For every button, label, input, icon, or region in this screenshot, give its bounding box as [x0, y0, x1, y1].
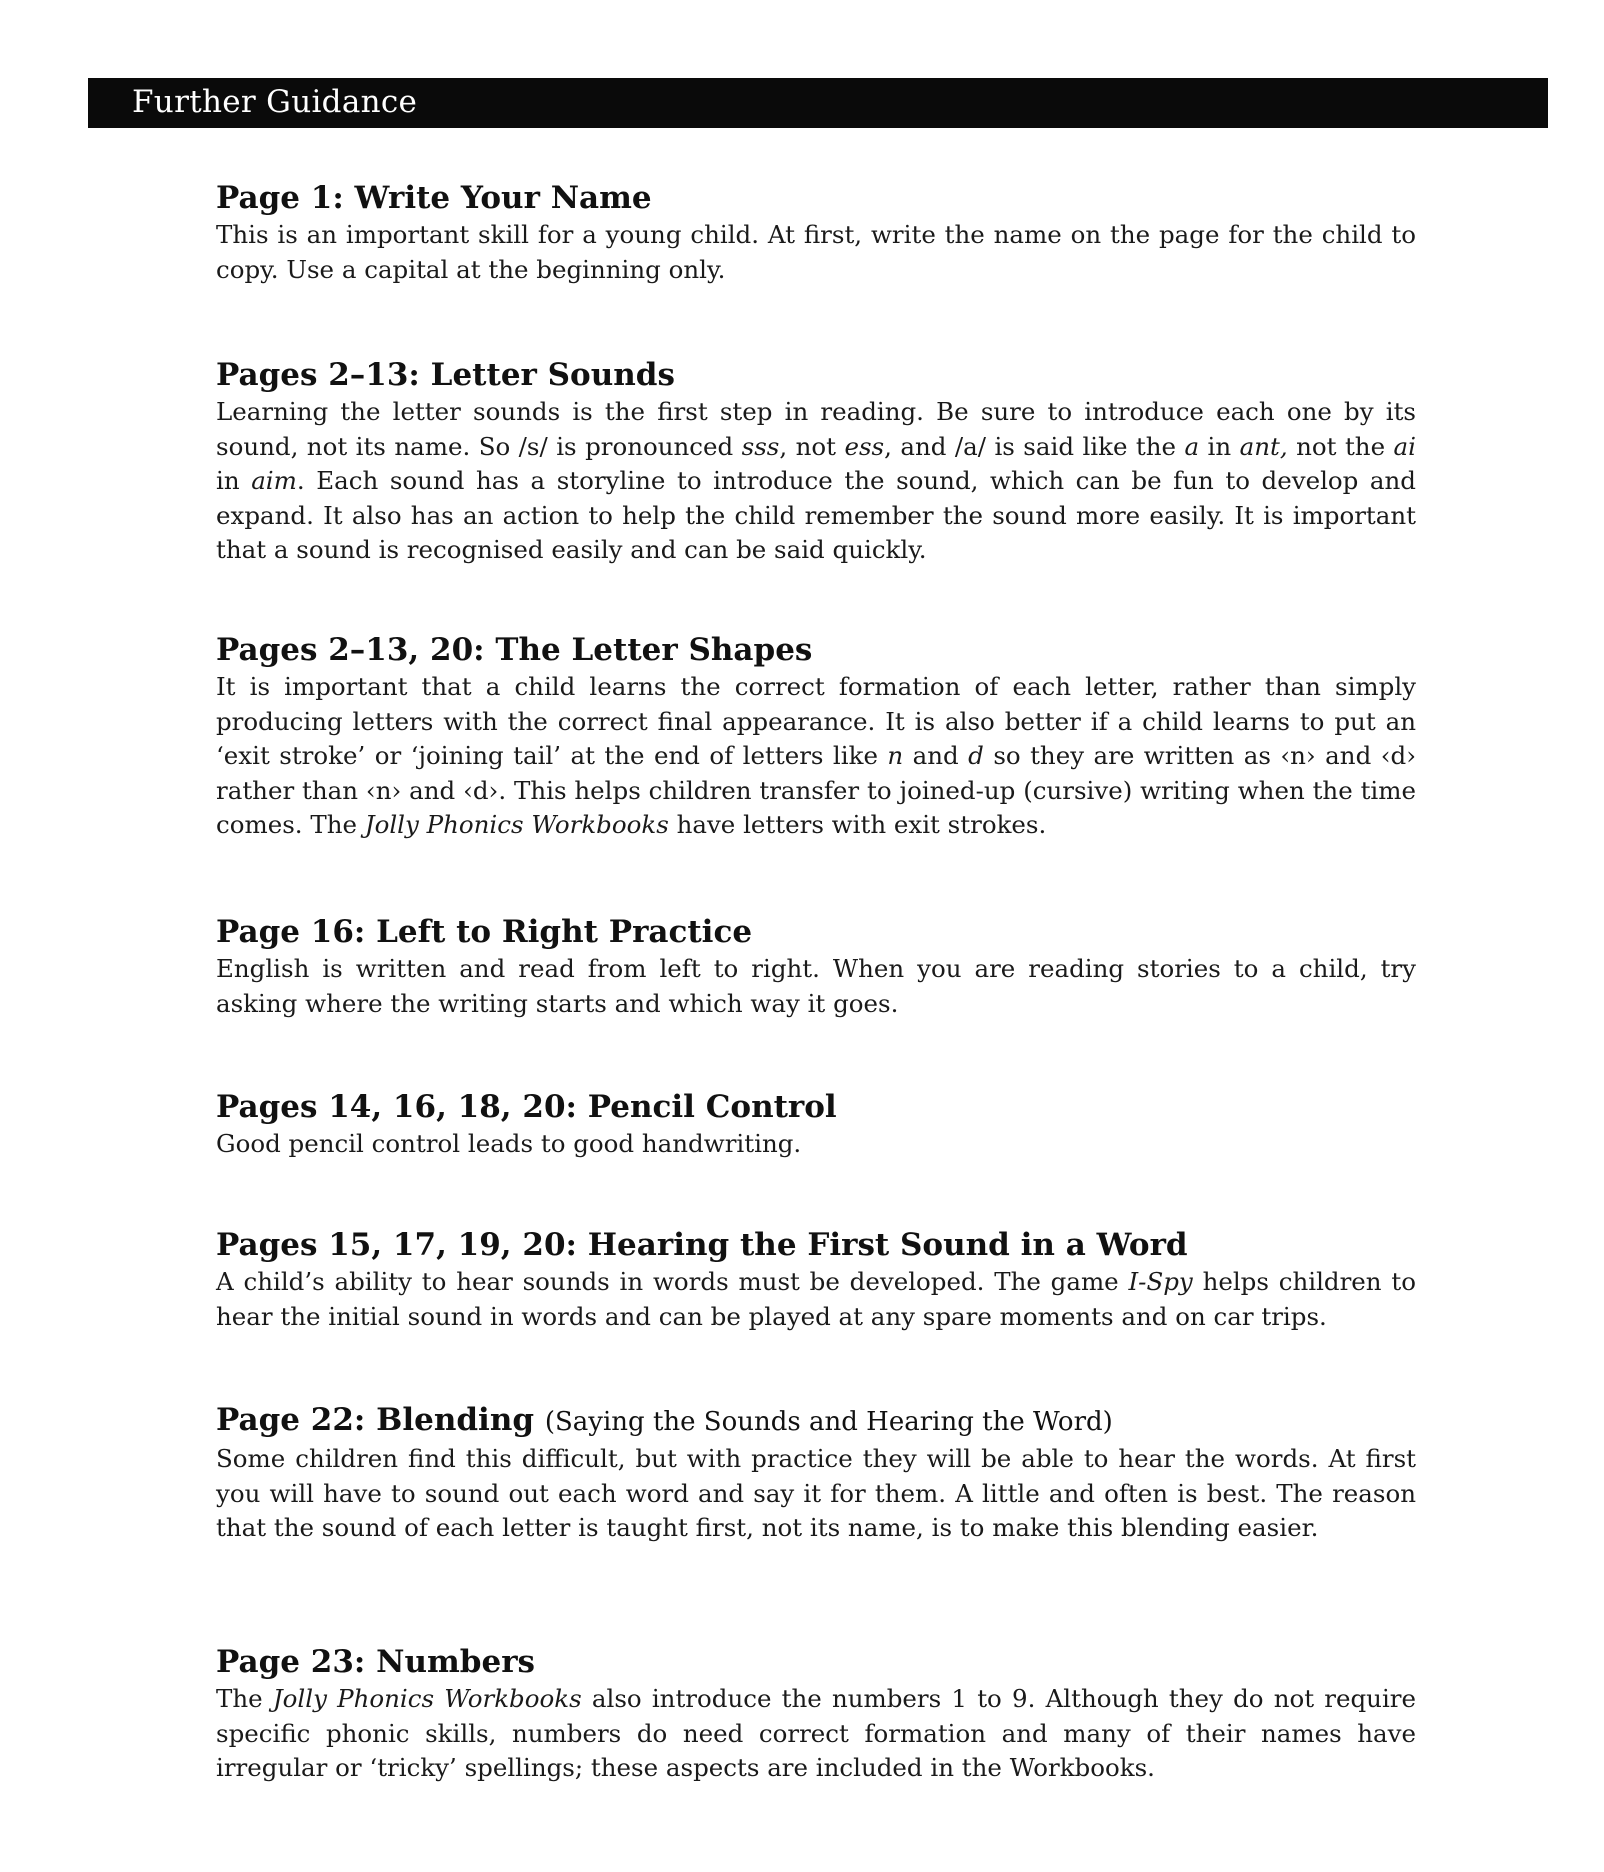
section-body — [216, 1265, 1416, 1334]
section-pencil-control — [216, 1087, 1416, 1162]
body-text: , not — [779, 431, 845, 461]
section-body — [216, 1682, 1416, 1786]
heading-text: Page 22: Blending — [216, 1402, 535, 1438]
body-italic: n — [887, 741, 904, 770]
body-text: A child’s ability to hear sounds in words must be developed. The game — [216, 1267, 1129, 1296]
body-text: and — [903, 741, 969, 770]
section-heading: Pages 15, 17, 19, 20: Hearing the First Sound in a Word — [216, 1227, 1188, 1263]
body-text: It is important that a child learns the correct formation of each letter, rather than simply producing letters with the correct final appearance. It is also better if a child learns to put an ‘exit stroke’ or ‘joining tail’ at the end of letters like — [216, 672, 1416, 770]
section-heading: Pages 2–13: Letter Sounds — [216, 357, 675, 393]
body-italic: ai — [1393, 431, 1416, 461]
body-italic: ant, — [1239, 431, 1288, 461]
body-italic: I-Spy — [1128, 1267, 1193, 1296]
body-italic: ess — [844, 431, 885, 461]
section-numbers — [216, 1642, 1416, 1786]
body-italic: a — [1184, 431, 1200, 461]
body-italic: aim — [251, 466, 297, 495]
body-text: . Each sound has a storyline to introduce the sound, which can be fun to develop and expand. It also has an action to help the child remember the sound more easily. It is important that a sound is recognised easily and can be said quickly. — [216, 466, 1416, 564]
body-text: have letters with exit strokes. — [668, 810, 1047, 839]
body-text: also introduce the numbers 1 to 9. Although they do not require specific phonic skills, numbers do need correct formation and many of their names have irregular or ‘tricky’ spellings; these aspects are included in the Workbooks. — [216, 1684, 1416, 1782]
section-heading: Pages 14, 16, 18, 20: Pencil Control — [216, 1089, 837, 1125]
body-text: helps children to hear the initial sound in words and can be played at any spare moments and on car trips. — [216, 1267, 1416, 1331]
heading-note: (Saying the Sounds and Hearing the Word) — [544, 1407, 1113, 1437]
section-left-to-right — [216, 912, 1416, 1021]
section-heading: Pages 2–13, 20: The Letter Shapes — [216, 632, 813, 668]
body-text: Learning the letter sounds is the first step in reading. Be sure to introduce each one by its sound, not its name. So /s/ is pronounced — [216, 397, 1416, 461]
section-body — [216, 395, 1416, 568]
body-italic: sss — [741, 431, 780, 461]
section-heading: Page 1: Write Your Name — [216, 180, 652, 216]
body-text: in — [216, 466, 252, 495]
body-text: not the — [1287, 431, 1394, 461]
section-heading — [216, 1400, 1416, 1442]
body-text: , and /a/ is said like the — [884, 431, 1185, 461]
section-write-your-name — [216, 178, 1416, 287]
section-body: English is written and read from left to right. When you are reading stories to a child, try asking where the writing starts and which way it goes. — [216, 954, 1416, 1018]
section-heading: Page 16: Left to Right Practice — [216, 914, 753, 950]
body-text: The — [216, 1684, 273, 1713]
header-bar — [88, 78, 1548, 128]
body-italic: d — [968, 741, 984, 770]
body-italic: Jolly Phonics Workbooks — [272, 1684, 582, 1713]
section-body: Good pencil control leads to good handwriting. — [216, 1129, 802, 1158]
body-text: in — [1199, 431, 1240, 461]
section-first-sound — [216, 1225, 1416, 1334]
section-blending — [216, 1400, 1416, 1546]
body-italic: Jolly Phonics Workbooks — [364, 810, 669, 839]
section-body: Some children find this difficult, but with practice they will be able to hear the words. At first you will have to sound out each word and say it for them. A little and often is best. The reason that the sound of each letter is taught first, not its name, is to make this blending easier. — [216, 1444, 1416, 1542]
section-heading: Page 23: Numbers — [216, 1644, 535, 1680]
section-letter-sounds — [216, 355, 1416, 568]
page-title: Further Guidance — [132, 84, 418, 120]
section-body — [216, 670, 1416, 843]
section-letter-shapes — [216, 630, 1416, 843]
body-text: so they are written as ‹n› and ‹d› rather than ‹n› and ‹d›. This helps children transfer to joined-up (cursive) writing when the time comes. The — [216, 741, 1416, 839]
section-body: This is an important skill for a young child. At first, write the name on the page for the child to copy. Use a capital at the beginning only. — [216, 220, 1416, 284]
